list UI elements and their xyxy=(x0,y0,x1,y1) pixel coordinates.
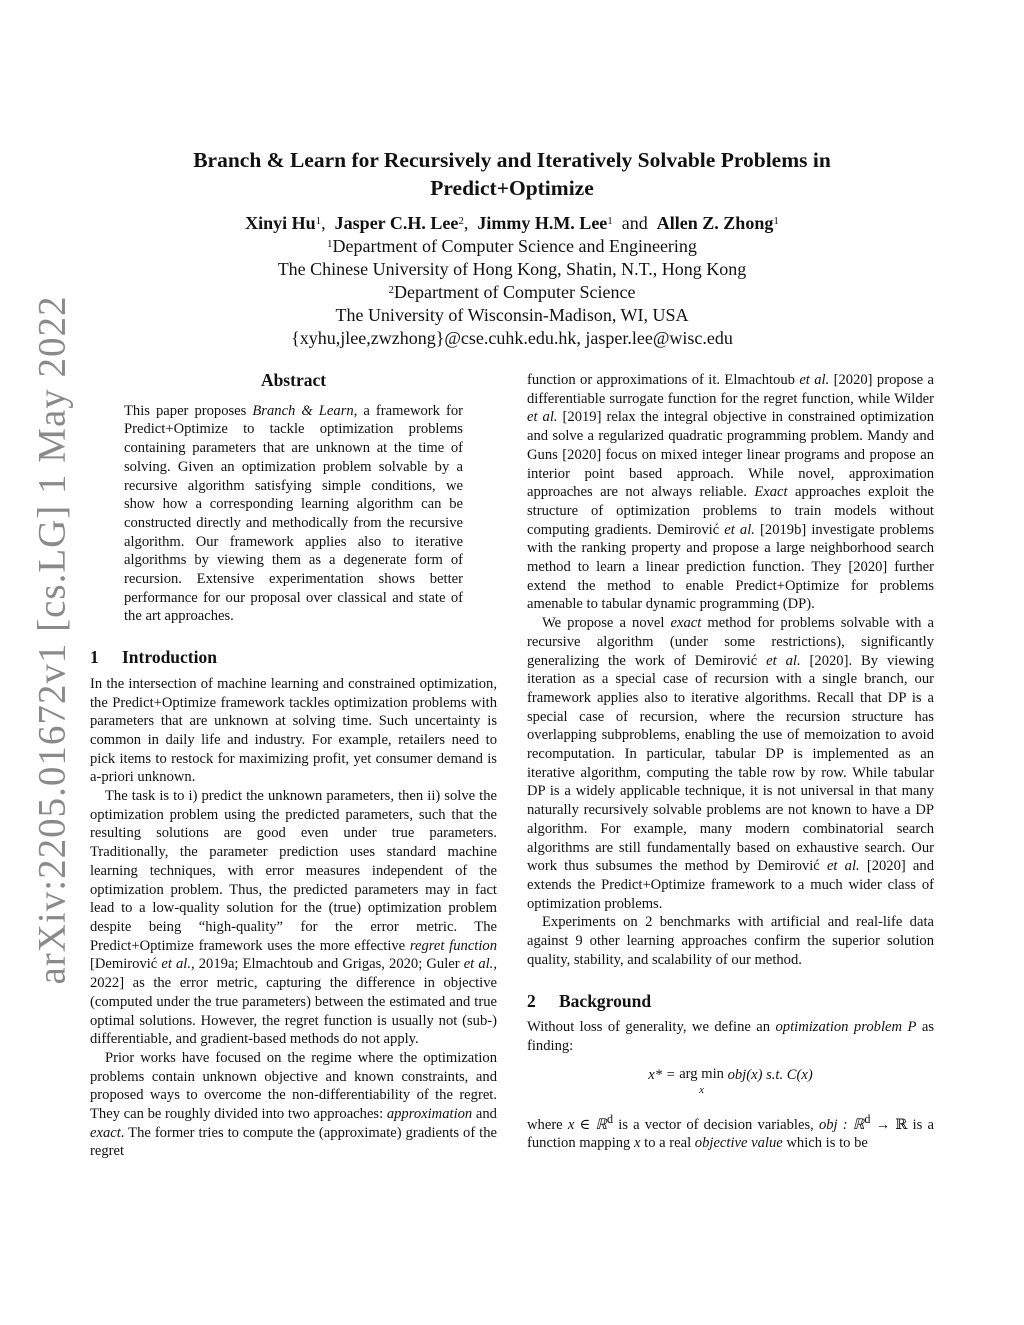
section-1-heading: 1 Introduction xyxy=(90,647,217,668)
title-line-1: Branch & Learn for Recursively and Iteratively Solvable Problems in xyxy=(193,148,831,172)
affiliation-2-inst: The University of Wisconsin-Madison, WI, USA xyxy=(335,305,689,325)
title-line-2: Predict+Optimize xyxy=(430,176,594,200)
paragraph: Prior works have focused on the regime where the optimization problems contain unknown objective and known constraints, and proposed ways to overcome the non-differentiability of the regret. They can be roughly divided into two approaches: approximation and exact. The former tries to compute the (approximate) gradients of the regret xyxy=(90,1049,497,1160)
author-name: Xinyi Hu xyxy=(245,213,316,233)
paper-title xyxy=(150,146,874,202)
right-column xyxy=(527,371,934,1153)
abstract-heading: Abstract xyxy=(260,370,327,390)
author-name: Jasper C.H. Lee xyxy=(334,213,459,233)
equation: x* = arg min x obj(x) s.t. C(x) xyxy=(648,1065,813,1096)
paragraph: In the intersection of machine learning and constrained optimization, the Predict+Optimize framework tackles optimization problems with parameters that are unknown at solving time. Such uncertainty is common in daily life and industry. For example, retailers need to pick items to restock for maximizing profit, yet consumer demand is a-priori unknown. xyxy=(90,675,497,786)
author-emails: {xyhu,jlee,zwzhong}@cse.cuhk.edu.hk, jasper.lee@wisc.edu xyxy=(291,328,733,348)
section-2-heading: 2 Background xyxy=(527,990,652,1011)
author-separator: , xyxy=(321,213,326,233)
author-name: Allen Z. Zhong xyxy=(656,213,774,233)
affiliation-2-dept: Department of Computer Science xyxy=(394,282,636,302)
affiliation-sup: 1 xyxy=(327,238,333,250)
left-column xyxy=(90,371,497,1161)
author-and: and xyxy=(621,213,648,233)
paragraph: We propose a novel exact method for problems solvable with a recursive algorithm (under some restrictions), significantly generalizing the work of Demirović et al. [2020]. By viewing iteration as a special case of recursion with a single branch, our framework applies also to iterative algorithms. Recall that DP is a special case of recursion, where the recursion structure has overlapping subproblems, enabling the use of memoization to avoid recomputation. In particular, tabular DP is implemented as an iterative algorithm, computing the table row by row. While tabular DP is a widely applicable technique, it is not universal in that many naturally recursively solvable problems are not known to have a DP algorithm. For example, many modern combinatorial search algorithms are still fundamentally based on exhaustive search. Our work thus subsumes the method by Demirović et al. [2020] and extends the Predict+Optimize framework to a much wider class of optimization problems. xyxy=(527,615,934,912)
paper-header xyxy=(150,146,874,350)
affiliations xyxy=(150,235,874,350)
paragraph: Without loss of generality, we define an optimization problem P as finding: xyxy=(527,1019,935,1054)
paragraph: where x ∈ ℝ$^d$ is a vector of decision variables, obj : ℝ$^d$ → ℝ is a function mapping x to a real objective value which is to be xyxy=(527,1111,934,1152)
author-sup: 1 xyxy=(773,215,779,227)
affiliation-1-dept: Department of Computer Science and Engineering xyxy=(332,236,697,256)
abstract-text: This paper proposes Branch & Learn, a framework for Predict+Optimize to tackle optimization problems containing parameters that are unknown at the time of solving. Given an optimization problem solvable by a recursive algorithm satisfying simple conditions, we show how a corresponding learning algorithm can be constructed directly and methodically from the recursive algorithm. Our framework applies also to iterative algorithms by viewing them as a degenerate form of recursion. Extensive experimentation shows better performance for our proposal over classical and state of the art approaches. xyxy=(124,402,464,625)
author-sup: 1 xyxy=(607,215,613,227)
paragraph: function or approximations of it. Elmachtoub et al. [2020] propose a differentiable surrogate function for the regret function, while Wilder et al. [2019] relax the integral objective in constrained optimization and solve a regularized quadratic programming problem. Mandy and Guns [2020] focus on mixed integer linear programs and propose an interior point based approach. While novel, approximation approaches are not always reliable. Exact approaches exploit the structure of optimization problems to train models without computing gradients. Demirović et al. [2019b] investigate problems with the ranking property and propose a large neighborhood search method to learn a linear prediction function. They [2020] further extend the method to enable Predict+Optimize for problems amenable to tabular dynamic programming (DP). xyxy=(527,372,934,613)
author-separator: , xyxy=(463,213,469,233)
author-sup: 1 xyxy=(315,215,322,227)
author-name: Jimmy H.M. Lee xyxy=(477,213,608,233)
author-sup: 2 xyxy=(458,215,464,227)
affiliation-sup: 2 xyxy=(388,284,395,296)
paragraph: The task is to i) predict the unknown parameters, then ii) solve the optimization problem using the predicted parameters, such that the resulting solutions are good even under true parameters. Traditionally, the parameter prediction uses standard machine learning techniques, with error measures independent of the optimization problem. Thus, the predicted parameters may in fact lead to a low-quality solution for the (true) optimization problem despite being “high-quality” for the error metric. The Predict+Optimize framework uses the more effective regret function [Demirović et al., 2019a; Elmachtoub and Grigas, 2020; Guler et al., 2022] as the error metric, capturing the difference in objective (computed under the true parameters) between the estimated and true optimal solutions. However, the regret function is usually not (sub-) differentiable, and gradient-based methods do not apply. xyxy=(90,788,497,1048)
arxiv-watermark: arXiv:2205.01672v1 [cs.LG] 1 May 2022 xyxy=(30,295,74,985)
paragraph: Experiments on 2 benchmarks with artificial and real-life data against 9 other learning approaches confirm the superior solution quality, stability, and scalability of our method. xyxy=(527,914,934,968)
affiliation-1-inst: The Chinese University of Hong Kong, Shatin, N.T., Hong Kong xyxy=(277,259,747,279)
author-list xyxy=(150,211,874,235)
